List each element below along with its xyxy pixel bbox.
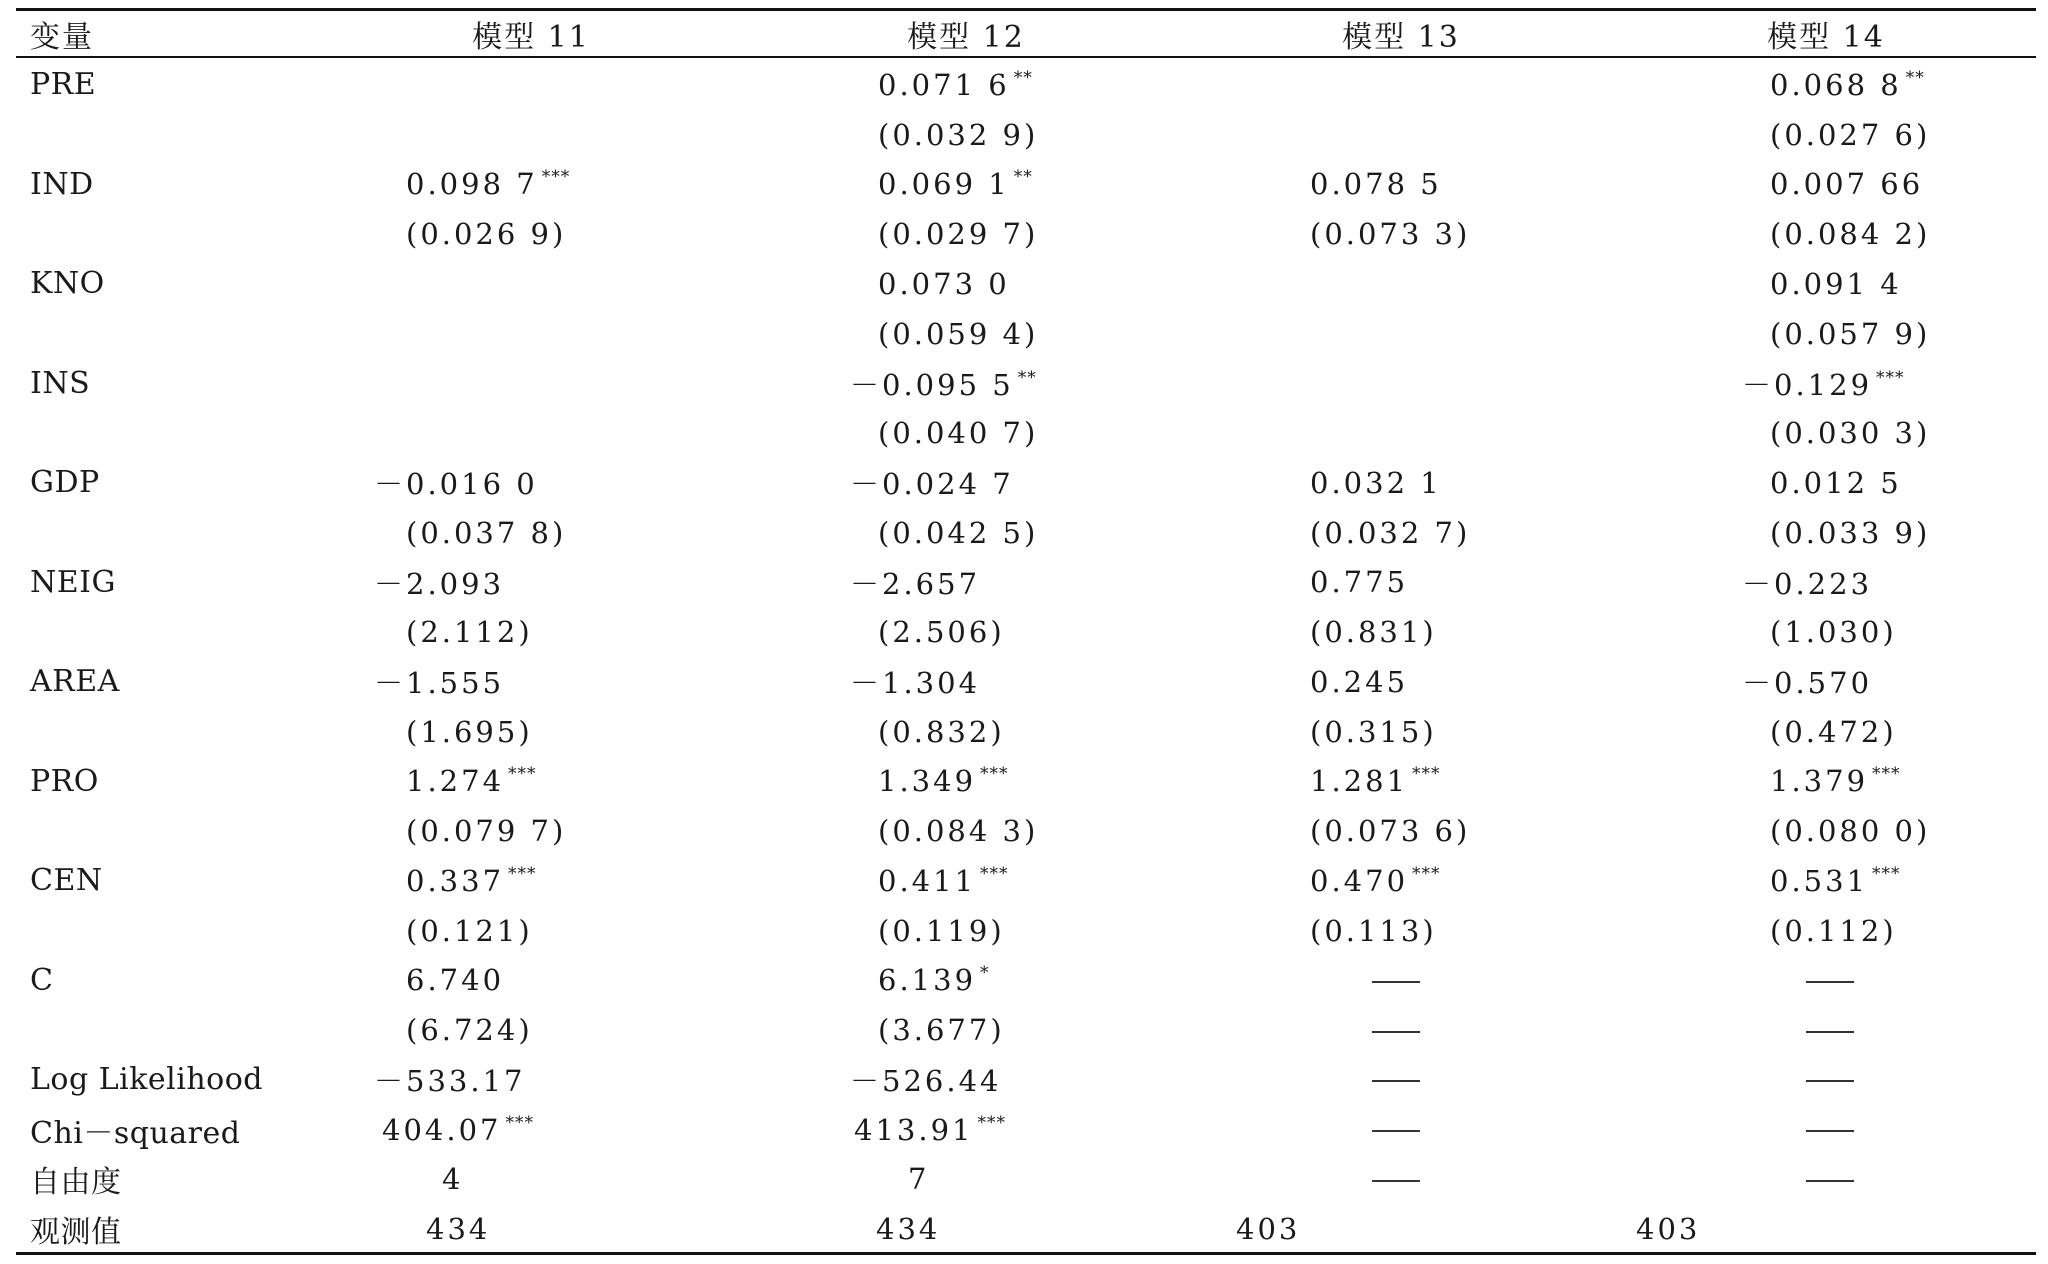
coefficient-cell — [1186, 56, 1616, 110]
standard-error-cell — [746, 408, 1186, 458]
statistic-cell — [1616, 1204, 2036, 1254]
standard-error-value: (0.073 6) — [1310, 814, 1471, 849]
coefficient-cell — [746, 56, 1186, 110]
coefficient-row — [16, 359, 2036, 409]
variable-label: C — [30, 962, 54, 998]
coefficient-cell — [316, 359, 746, 409]
standard-error-cell — [746, 110, 1186, 160]
standard-error-value: (0.121) — [406, 913, 533, 948]
empty-label — [16, 906, 316, 956]
standard-error-value: (0.112) — [1770, 913, 1897, 948]
standard-error-cell — [1616, 110, 2036, 160]
statistic-cell — [746, 1155, 1186, 1205]
standard-error-value: (0.030 3) — [1770, 416, 1931, 451]
statistic-row — [16, 1155, 2036, 1205]
significance-stars: *** — [508, 764, 537, 785]
standard-error-value: (0.079 7) — [406, 814, 567, 849]
coefficient-row — [16, 259, 2036, 309]
coefficient-cell — [746, 259, 1186, 309]
standard-error-value: (0.472) — [1770, 714, 1897, 749]
coefficient-value: 0.245 — [1310, 664, 1409, 699]
coefficient-row — [16, 160, 2036, 210]
coefficient-cell — [1616, 856, 2036, 906]
standard-error-value: (0.042 5) — [878, 515, 1039, 550]
coefficient-row — [16, 558, 2036, 608]
standard-error-cell — [1186, 110, 1616, 160]
statistic-cell — [1186, 1055, 1616, 1105]
coefficient-value: 0.012 5 — [1770, 465, 1902, 500]
coefficient-cell — [316, 558, 746, 608]
em-dash — [1806, 1130, 1854, 1133]
em-dash — [1372, 1130, 1420, 1133]
standard-error-cell — [316, 1005, 746, 1055]
significance-stars: ** — [1013, 167, 1033, 188]
standard-error-value: (6.724) — [406, 1013, 533, 1048]
standard-error-cell — [1186, 408, 1616, 458]
empty-label — [16, 209, 316, 259]
standard-error-value: (0.832) — [878, 714, 1005, 749]
standard-error-row — [16, 607, 2036, 657]
coefficient-row — [16, 956, 2036, 1006]
standard-error-cell — [746, 806, 1186, 856]
regression-table — [16, 11, 2036, 1254]
coefficient-value: －0.016 0 — [374, 467, 538, 502]
coefficient-row — [16, 56, 2036, 110]
standard-error-value: (0.315) — [1310, 714, 1437, 749]
standard-error-cell — [1616, 508, 2036, 558]
standard-error-cell — [1186, 1005, 1616, 1055]
standard-error-cell — [1186, 309, 1616, 359]
coefficient-cell — [746, 359, 1186, 409]
em-dash — [1372, 1080, 1420, 1083]
standard-error-value: (0.027 6) — [1770, 117, 1931, 152]
standard-error-value: (0.084 3) — [878, 814, 1039, 849]
variable-label: PRE — [30, 67, 97, 103]
em-dash — [1806, 1080, 1854, 1083]
standard-error-row — [16, 110, 2036, 160]
significance-stars: *** — [541, 167, 571, 188]
coefficient-value: 1.274 — [406, 764, 505, 799]
standard-error-row — [16, 408, 2036, 458]
coefficient-cell — [1186, 956, 1616, 1006]
standard-error-cell — [1186, 906, 1616, 956]
significance-stars: ** — [1017, 367, 1037, 388]
statistic-value: 403 — [1636, 1212, 1701, 1247]
coefficient-cell — [316, 160, 746, 210]
standard-error-value: (0.040 7) — [878, 416, 1039, 451]
standard-error-value: (0.080 0) — [1770, 814, 1931, 849]
coefficient-value: 0.032 1 — [1310, 465, 1442, 500]
coefficient-cell — [1616, 359, 2036, 409]
coefficient-value: 0.073 0 — [878, 266, 1010, 301]
variable-label: NEIG — [30, 564, 116, 600]
standard-error-row — [16, 508, 2036, 558]
standard-error-cell — [1616, 1005, 2036, 1055]
statistic-cell — [1616, 1155, 2036, 1205]
coefficient-cell — [1186, 259, 1616, 309]
coefficient-cell — [1616, 160, 2036, 210]
coefficient-cell — [746, 956, 1186, 1006]
header-model-12: 模型 12 — [907, 19, 1025, 55]
statistic-value: 434 — [876, 1212, 941, 1247]
em-dash — [1372, 1031, 1420, 1034]
standard-error-cell — [1186, 607, 1616, 657]
statistic-cell — [746, 1055, 1186, 1105]
variable-label: KNO — [30, 266, 105, 302]
significance-stars: ** — [1013, 67, 1033, 88]
coefficient-value: －0.129 — [1742, 367, 1873, 402]
coefficient-value: 0.069 1 — [878, 167, 1010, 202]
coefficient-value: －0.024 7 — [850, 467, 1014, 502]
significance-stars: *** — [508, 863, 537, 884]
standard-error-cell — [746, 209, 1186, 259]
empty-label — [16, 110, 316, 160]
coefficient-cell — [1616, 956, 2036, 1006]
statistic-label: 自由度 — [30, 1165, 122, 1201]
standard-error-value: (2.112) — [406, 615, 533, 650]
coefficient-cell — [746, 657, 1186, 707]
em-dash — [1806, 1031, 1854, 1034]
standard-error-cell — [1616, 408, 2036, 458]
statistic-cell — [316, 1055, 746, 1105]
statistic-value: 413.91 — [854, 1112, 974, 1147]
coefficient-value: 0.411 — [878, 863, 977, 898]
coefficient-cell — [746, 160, 1186, 210]
coefficient-cell — [1616, 657, 2036, 707]
standard-error-value: (0.057 9) — [1770, 316, 1931, 351]
significance-stars: *** — [980, 863, 1009, 884]
coefficient-cell — [746, 757, 1186, 807]
significance-stars: *** — [1412, 764, 1441, 785]
standard-error-value: (1.695) — [406, 714, 533, 749]
statistic-value: 4 — [442, 1162, 464, 1197]
standard-error-cell — [316, 209, 746, 259]
header-model-11: 模型 11 — [472, 19, 590, 55]
coefficient-cell — [746, 458, 1186, 508]
header-model-14: 模型 14 — [1767, 19, 1885, 55]
coefficient-row — [16, 856, 2036, 906]
variable-label: PRO — [30, 763, 99, 799]
coefficient-cell — [316, 458, 746, 508]
standard-error-value: (0.026 9) — [406, 217, 567, 252]
statistic-label: 观测值 — [30, 1215, 122, 1251]
coefficient-row — [16, 657, 2036, 707]
standard-error-row — [16, 209, 2036, 259]
statistic-row — [16, 1055, 2036, 1105]
coefficient-value: －2.657 — [850, 566, 981, 601]
header-variable: 变量 — [30, 19, 94, 55]
significance-stars: *** — [1412, 863, 1441, 884]
coefficient-value: －0.095 5 — [850, 367, 1014, 402]
statistic-cell — [1186, 1204, 1616, 1254]
coefficient-value: －1.304 — [850, 666, 981, 701]
coefficient-value: 0.470 — [1310, 863, 1409, 898]
coefficient-value: 6.139 — [878, 963, 977, 998]
header-row — [16, 11, 2036, 56]
statistic-cell — [746, 1105, 1186, 1155]
standard-error-cell — [1616, 607, 2036, 657]
coefficient-value: 0.775 — [1310, 565, 1409, 600]
coefficient-cell — [316, 757, 746, 807]
coefficient-row — [16, 458, 2036, 508]
standard-error-value: (0.084 2) — [1770, 217, 1931, 252]
em-dash — [1372, 981, 1420, 984]
standard-error-row — [16, 309, 2036, 359]
standard-error-value: (0.119) — [878, 913, 1005, 948]
empty-label — [16, 607, 316, 657]
standard-error-cell — [316, 508, 746, 558]
standard-error-value: (3.677) — [878, 1013, 1005, 1048]
coefficient-cell — [1186, 558, 1616, 608]
standard-error-cell — [746, 607, 1186, 657]
standard-error-value: (0.029 7) — [878, 217, 1039, 252]
statistic-cell — [316, 1204, 746, 1254]
coefficient-cell — [316, 956, 746, 1006]
standard-error-cell — [316, 110, 746, 160]
standard-error-value: (0.059 4) — [878, 316, 1039, 351]
coefficient-value: 0.068 8 — [1770, 67, 1902, 102]
standard-error-row — [16, 1005, 2036, 1055]
coefficient-cell — [316, 657, 746, 707]
coefficient-value: 0.531 — [1770, 863, 1869, 898]
coefficient-value: －2.093 — [374, 566, 505, 601]
standard-error-value: (0.113) — [1310, 913, 1437, 948]
standard-error-value: (0.033 9) — [1770, 515, 1931, 550]
significance-stars: *** — [977, 1112, 1006, 1133]
coefficient-value: 0.078 5 — [1310, 167, 1442, 202]
coefficient-cell — [316, 56, 746, 110]
standard-error-value: (0.073 3) — [1310, 217, 1471, 252]
coefficient-cell — [1186, 359, 1616, 409]
coefficient-value: 0.091 4 — [1770, 266, 1902, 301]
coefficient-cell — [1616, 259, 2036, 309]
coefficient-cell — [1186, 757, 1616, 807]
empty-label — [16, 1005, 316, 1055]
empty-label — [16, 309, 316, 359]
variable-label: AREA — [30, 664, 120, 700]
significance-stars: *** — [1872, 863, 1901, 884]
coefficient-value: 1.349 — [878, 764, 977, 799]
coefficient-cell — [316, 259, 746, 309]
significance-stars: ** — [1905, 67, 1925, 88]
coefficient-value: 6.740 — [406, 963, 505, 998]
significance-stars: *** — [1872, 764, 1901, 785]
coefficient-value: －0.570 — [1742, 666, 1873, 701]
standard-error-cell — [316, 408, 746, 458]
statistic-value: 7 — [908, 1162, 930, 1197]
variable-label: IND — [30, 166, 94, 202]
standard-error-cell — [316, 806, 746, 856]
standard-error-cell — [746, 906, 1186, 956]
standard-error-row — [16, 906, 2036, 956]
standard-error-value: (1.030) — [1770, 615, 1897, 650]
coefficient-value: 1.379 — [1770, 764, 1869, 799]
standard-error-cell — [1186, 209, 1616, 259]
standard-error-row — [16, 707, 2036, 757]
statistic-value: －533.17 — [374, 1064, 526, 1099]
standard-error-cell — [1616, 309, 2036, 359]
significance-stars: *** — [980, 764, 1009, 785]
coefficient-value: 0.071 6 — [878, 67, 1010, 102]
em-dash — [1372, 1180, 1420, 1183]
em-dash — [1806, 1180, 1854, 1183]
significance-stars: * — [980, 963, 990, 984]
coefficient-value: 0.007 66 — [1770, 167, 1924, 202]
coefficient-cell — [316, 856, 746, 906]
header-model-13: 模型 13 — [1342, 19, 1460, 55]
statistic-value: 434 — [426, 1212, 491, 1247]
standard-error-cell — [746, 1005, 1186, 1055]
statistic-label: Chi－squared — [30, 1115, 241, 1151]
significance-stars: *** — [505, 1112, 534, 1133]
standard-error-value: (2.506) — [878, 615, 1005, 650]
standard-error-cell — [316, 906, 746, 956]
statistic-cell — [316, 1155, 746, 1205]
statistic-label: Log Likelihood — [30, 1062, 264, 1098]
variable-label: GDP — [30, 465, 100, 501]
standard-error-cell — [1616, 707, 2036, 757]
coefficient-cell — [1186, 160, 1616, 210]
standard-error-cell — [1186, 806, 1616, 856]
standard-error-cell — [1616, 906, 2036, 956]
statistic-cell — [1186, 1155, 1616, 1205]
statistic-value: －526.44 — [850, 1064, 1002, 1099]
standard-error-cell — [1186, 707, 1616, 757]
statistic-cell — [316, 1105, 746, 1155]
standard-error-value: (0.037 8) — [406, 515, 567, 550]
statistic-cell — [1616, 1105, 2036, 1155]
standard-error-row — [16, 806, 2036, 856]
empty-label — [16, 408, 316, 458]
coefficient-cell — [746, 558, 1186, 608]
coefficient-value: 1.281 — [1310, 764, 1409, 799]
coefficient-row — [16, 757, 2036, 807]
coefficient-value: 0.098 7 — [406, 167, 538, 202]
coefficient-cell — [1616, 56, 2036, 110]
statistic-row — [16, 1105, 2036, 1155]
standard-error-cell — [746, 508, 1186, 558]
standard-error-value: (0.032 9) — [878, 117, 1039, 152]
empty-label — [16, 508, 316, 558]
variable-label: INS — [30, 365, 91, 401]
coefficient-cell — [746, 856, 1186, 906]
standard-error-cell — [1186, 508, 1616, 558]
coefficient-cell — [1186, 458, 1616, 508]
coefficient-cell — [1616, 558, 2036, 608]
coefficient-value: －0.223 — [1742, 566, 1873, 601]
coefficient-cell — [1616, 757, 2036, 807]
significance-stars: *** — [1876, 367, 1905, 388]
standard-error-cell — [746, 707, 1186, 757]
empty-label — [16, 707, 316, 757]
standard-error-value: (0.032 7) — [1310, 515, 1471, 550]
table-body — [16, 56, 2036, 1254]
standard-error-value: (0.831) — [1310, 615, 1437, 650]
empty-label — [16, 806, 316, 856]
standard-error-cell — [316, 607, 746, 657]
statistic-cell — [1616, 1055, 2036, 1105]
coefficient-cell — [1616, 458, 2036, 508]
standard-error-cell — [746, 309, 1186, 359]
statistic-cell — [746, 1204, 1186, 1254]
standard-error-cell — [1616, 806, 2036, 856]
em-dash — [1806, 981, 1854, 984]
coefficient-value: 0.337 — [406, 863, 505, 898]
coefficient-cell — [1186, 657, 1616, 707]
variable-label: CEN — [30, 863, 103, 899]
statistic-value: 403 — [1236, 1212, 1301, 1247]
statistic-cell — [1186, 1105, 1616, 1155]
coefficient-cell — [1186, 856, 1616, 906]
standard-error-cell — [1616, 209, 2036, 259]
statistic-row — [16, 1204, 2036, 1254]
statistic-value: 404.07 — [382, 1112, 502, 1147]
coefficient-value: －1.555 — [374, 666, 505, 701]
standard-error-cell — [316, 309, 746, 359]
standard-error-cell — [316, 707, 746, 757]
